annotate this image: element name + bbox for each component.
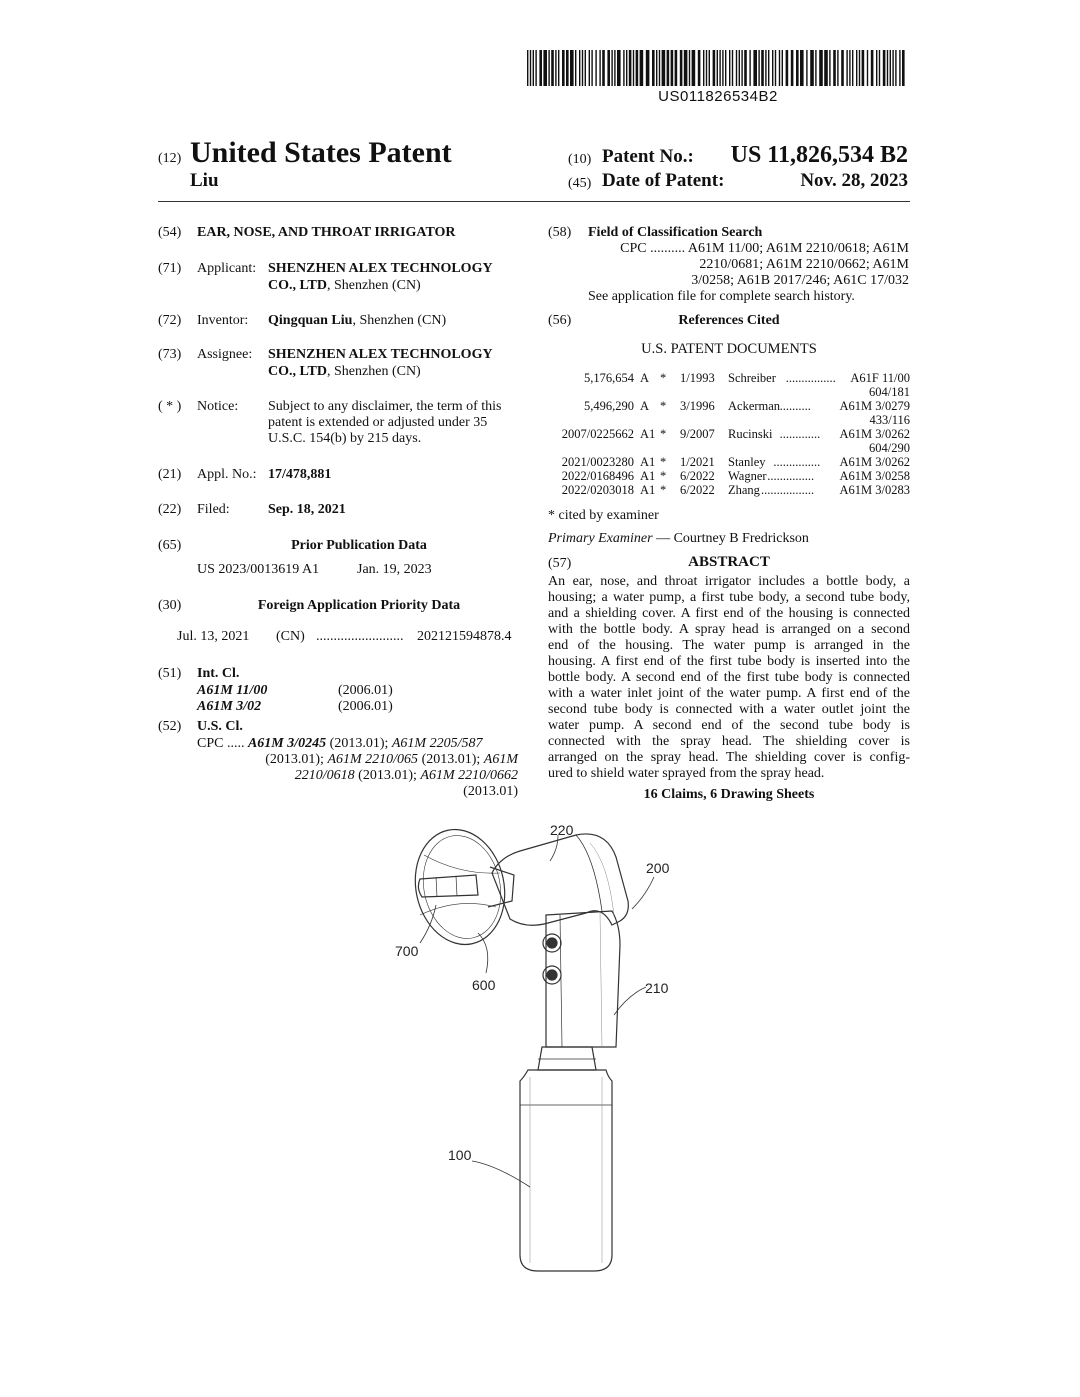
reference-subclass: 604/290 bbox=[869, 441, 910, 455]
barcode-bar bbox=[744, 50, 747, 86]
barcode-bar bbox=[725, 50, 726, 86]
applicant-label: Applicant: bbox=[197, 261, 257, 276]
barcode-bar bbox=[722, 50, 723, 86]
barcode-bar bbox=[833, 50, 836, 86]
barcode-bar bbox=[890, 50, 891, 86]
reference-kind: A1 bbox=[640, 469, 656, 483]
barcode-bar bbox=[575, 50, 576, 86]
barcode-bar bbox=[779, 50, 780, 86]
reference-kind: A1 bbox=[640, 427, 656, 441]
barcode-bar bbox=[729, 50, 730, 86]
label-200: 200 bbox=[646, 860, 670, 876]
document-title: United States Patent bbox=[190, 136, 452, 169]
barcode-bar bbox=[548, 50, 549, 86]
inventor-name: Qingquan Liu bbox=[268, 313, 353, 328]
patent-number: US 11,826,534 B2 bbox=[730, 142, 908, 168]
barcode-bar bbox=[796, 50, 799, 86]
barcode-bar bbox=[582, 50, 583, 86]
reference-dots: ............. bbox=[779, 427, 821, 441]
barcode-bar bbox=[555, 50, 556, 86]
us-cl-line1 bbox=[197, 736, 518, 752]
abstract-code: (57) bbox=[548, 556, 572, 571]
barcode-bar bbox=[558, 50, 559, 86]
housing bbox=[546, 911, 620, 1047]
invention-title: EAR, NOSE, AND THROAT IRRIGATOR bbox=[197, 225, 456, 240]
field-search-code: (58) bbox=[548, 225, 572, 240]
reference-class: A61M 3/0258 bbox=[839, 469, 910, 483]
reference-star: * bbox=[660, 455, 667, 469]
reference-star: * bbox=[660, 469, 667, 483]
barcode-bar bbox=[761, 50, 764, 86]
field-cpc-line1: CPC .......... A61M 11/00; A61M 2210/0618; A61M bbox=[620, 241, 909, 256]
applicant-location: , Shenzhen (CN) bbox=[327, 278, 421, 293]
foreign-priority-dots: ......................... bbox=[316, 629, 404, 644]
label-600: 600 bbox=[472, 977, 496, 993]
barcode-bar bbox=[895, 50, 896, 86]
notice-line3: U.S.C. 154(b) by 215 days. bbox=[268, 431, 422, 446]
field-cpc-line2: 2210/0681; A61M 2210/0662; A61M bbox=[699, 257, 909, 272]
int-cl-2: A61M 3/02 bbox=[197, 699, 262, 714]
cpc-4: 2210/0618 bbox=[294, 768, 355, 783]
reference-class: A61F 11/00 bbox=[850, 371, 910, 385]
inventor-surname: Liu bbox=[190, 170, 219, 191]
barcode-bar bbox=[566, 50, 569, 86]
appl-no-label: Appl. No.: bbox=[197, 467, 257, 482]
barcode-bar bbox=[846, 50, 847, 86]
barcode-bar bbox=[786, 50, 789, 86]
barcode-bar bbox=[837, 50, 838, 86]
reference-date: 9/2007 bbox=[680, 427, 715, 441]
barcode-bar bbox=[706, 50, 707, 86]
reference-date: 6/2022 bbox=[680, 483, 715, 497]
reference-number: 2021/0023280 bbox=[561, 455, 634, 469]
assignee-company: CO., LTD bbox=[268, 364, 328, 379]
barcode-bar bbox=[543, 50, 547, 86]
barcode-bar bbox=[879, 50, 880, 86]
barcode-bar bbox=[899, 50, 900, 86]
assignee-line2 bbox=[268, 364, 421, 380]
field-cpc-line3: 3/0258; A61B 2017/246; A61C 17/032 bbox=[691, 273, 909, 288]
barcode-bar bbox=[862, 50, 865, 86]
foreign-priority-date: Jul. 13, 2021 bbox=[177, 629, 250, 644]
reference-subclass: 433/116 bbox=[869, 413, 910, 427]
header-divider bbox=[158, 201, 910, 202]
reference-dots: ................ bbox=[785, 371, 836, 385]
barcode-bar bbox=[614, 50, 615, 86]
barcode-bar bbox=[758, 50, 759, 86]
barcode-bar bbox=[539, 50, 542, 86]
primary-examiner bbox=[548, 531, 809, 547]
barcode-bar bbox=[772, 50, 773, 86]
barcode-bar bbox=[656, 50, 657, 86]
leader-220 bbox=[550, 835, 558, 861]
barcode-bar bbox=[741, 50, 742, 86]
barcode-bar bbox=[736, 50, 737, 86]
us-cl-line2 bbox=[197, 752, 518, 768]
reference-kind: A1 bbox=[640, 455, 656, 469]
assignee-location: , Shenzhen (CN) bbox=[327, 364, 421, 379]
barcode-bar bbox=[829, 50, 830, 86]
bottle-body bbox=[520, 1070, 612, 1271]
cpc-1-date: (2013.01); bbox=[329, 736, 389, 751]
barcode-bar bbox=[806, 50, 807, 86]
int-cl-1-date: (2006.01) bbox=[338, 683, 393, 698]
barcode-bar bbox=[768, 50, 769, 86]
barcode-bar bbox=[602, 50, 605, 86]
barcode-bar bbox=[800, 50, 804, 86]
barcode-bar bbox=[629, 50, 632, 86]
barcode bbox=[527, 50, 909, 88]
shielding-cover bbox=[405, 821, 515, 953]
foreign-priority-heading: Foreign Application Priority Data bbox=[257, 598, 461, 613]
int-cl-code: (51) bbox=[158, 666, 182, 681]
barcode-bar bbox=[867, 50, 868, 86]
barcode-bar bbox=[883, 50, 886, 86]
barcode-bar bbox=[739, 50, 740, 86]
cpc-label: CPC ..... bbox=[197, 736, 245, 751]
barcode-bar bbox=[902, 50, 905, 86]
barcode-bar bbox=[684, 50, 688, 86]
reference-date: 1/2021 bbox=[680, 455, 715, 469]
barcode-bar bbox=[579, 50, 580, 86]
reference-subclass: 604/181 bbox=[869, 385, 910, 399]
assignee-label: Assignee: bbox=[197, 347, 253, 362]
barcode-bar bbox=[871, 50, 874, 86]
us-docs-heading: U.S. PATENT DOCUMENTS bbox=[641, 341, 817, 357]
reference-row bbox=[548, 427, 910, 441]
barcode-bar bbox=[636, 50, 639, 86]
reference-row bbox=[548, 483, 910, 497]
barcode-bar bbox=[680, 50, 683, 86]
barcode-bar bbox=[533, 50, 534, 86]
barcode-bar bbox=[815, 50, 816, 86]
reference-class: A61M 3/0262 bbox=[839, 427, 910, 441]
abstract-line: second tube body is connected with a water outlet joint the bbox=[548, 702, 910, 717]
barcode-bar bbox=[652, 50, 655, 86]
barcode-bar bbox=[570, 50, 574, 86]
barcode-bar bbox=[591, 50, 592, 86]
barcode-bar bbox=[859, 50, 860, 86]
barcode-bar bbox=[887, 50, 888, 86]
field-search-heading: Field of Classification Search bbox=[588, 225, 763, 240]
lower-button-inner bbox=[547, 970, 557, 980]
cpc-5: A61M 2210/0662 bbox=[420, 768, 518, 783]
barcode-bar bbox=[535, 50, 536, 86]
reference-class: A61M 3/0262 bbox=[839, 455, 910, 469]
assignee-line1: SHENZHEN ALEX TECHNOLOGY bbox=[268, 347, 493, 362]
date-of-patent-code: (45) bbox=[568, 176, 592, 191]
abstract-line: ured to shield water sprayed from the spray head. bbox=[548, 766, 825, 781]
barcode-bar bbox=[819, 50, 823, 86]
barcode-bar bbox=[671, 50, 674, 86]
prior-pub-number: US 2023/0013619 A1 bbox=[197, 562, 320, 577]
inventor-value bbox=[268, 313, 446, 329]
barcode-bar bbox=[623, 50, 624, 86]
barcode-bar bbox=[667, 50, 670, 86]
reference-row bbox=[548, 399, 910, 413]
abstract-line: arranged on the spray head. The shielding cover is config- bbox=[548, 750, 910, 765]
filed-label: Filed: bbox=[197, 502, 230, 517]
date-of-patent: Nov. 28, 2023 bbox=[800, 170, 908, 191]
inventor-label: Inventor: bbox=[197, 313, 249, 328]
barcode-bar bbox=[791, 50, 794, 86]
barcode-bar bbox=[732, 50, 733, 86]
inventor-code: (72) bbox=[158, 313, 182, 328]
leader-100 bbox=[472, 1161, 530, 1187]
prior-pub-date: Jan. 19, 2023 bbox=[357, 562, 432, 577]
reference-dots: ................. bbox=[761, 483, 815, 497]
barcode-bar bbox=[551, 50, 554, 86]
label-700: 700 bbox=[395, 943, 419, 959]
cpc-2: A61M 2205/587 bbox=[391, 736, 483, 751]
reference-row bbox=[548, 455, 910, 469]
abstract-text bbox=[548, 574, 910, 782]
abstract-line: with a water inlet joint of the water pump. A first end of the bbox=[548, 686, 910, 701]
abstract-line: and a shielding cover. A first end of the housing is connected bbox=[548, 606, 910, 621]
barcode-bar bbox=[675, 50, 678, 86]
barcode-bar bbox=[849, 50, 850, 86]
claims-summary: 16 Claims, 6 Drawing Sheets bbox=[643, 787, 815, 802]
abstract-line: water pump. A second end of the second tube body is bbox=[548, 718, 910, 733]
title-code: (54) bbox=[158, 225, 182, 240]
bottle-neck bbox=[538, 1047, 596, 1070]
barcode-bar bbox=[585, 50, 586, 86]
barcode-bar bbox=[810, 50, 814, 86]
prior-pub-heading: Prior Publication Data bbox=[291, 538, 427, 553]
spray-nozzle bbox=[418, 875, 478, 897]
upper-button-inner bbox=[547, 938, 557, 948]
abstract-line: bottle body. A second end of the first tube body is connected bbox=[548, 670, 910, 685]
reference-number: 2007/0225662 bbox=[561, 427, 634, 441]
cpc-3: A61M 2210/065 bbox=[327, 752, 419, 767]
barcode-bar bbox=[607, 50, 610, 86]
filed-code: (22) bbox=[158, 502, 182, 517]
abstract-line: end of the housing. The water pump is arranged in the bbox=[548, 638, 910, 653]
assignee-code: (73) bbox=[158, 347, 182, 362]
barcode-bar bbox=[775, 50, 776, 86]
barcode-bar bbox=[698, 50, 701, 86]
barcode-bar bbox=[617, 50, 621, 86]
foreign-priority-number: 202121594878.4 bbox=[417, 629, 512, 644]
refs-heading: References Cited bbox=[678, 313, 780, 328]
barcode-bar bbox=[717, 50, 718, 86]
barcode-bar bbox=[892, 50, 893, 86]
us-cl-label: U.S. Cl. bbox=[197, 719, 243, 734]
notice-code: ( * ) bbox=[158, 399, 182, 414]
abstract-line: An ear, nose, and throat irrigator includes a bottle body, a bbox=[548, 574, 910, 589]
reference-number: 2022/0168496 bbox=[561, 469, 634, 483]
field-see-note: See application file for complete search history. bbox=[588, 289, 855, 304]
notice-label: Notice: bbox=[197, 399, 239, 414]
leader-600 bbox=[478, 933, 488, 973]
applicant-line2 bbox=[268, 278, 421, 294]
reference-name: Rucinski bbox=[728, 427, 773, 441]
cpc-3-date: (2013.01); bbox=[421, 752, 481, 767]
reference-class: A61M 3/0279 bbox=[839, 399, 910, 413]
barcode-bar bbox=[599, 50, 600, 86]
reference-name: Zhang bbox=[728, 483, 760, 497]
cpc-2-date: (2013.01); bbox=[265, 752, 324, 767]
barcode-bar bbox=[719, 50, 720, 86]
barcode-bar bbox=[595, 50, 596, 86]
barcode-bar bbox=[662, 50, 666, 86]
examiner-name: — Courtney B Fredrickson bbox=[656, 531, 809, 546]
reference-row bbox=[548, 469, 910, 483]
reference-star: * bbox=[660, 427, 667, 441]
cpc-1: A61M 3/0245 bbox=[247, 736, 327, 751]
notice-line2: patent is extended or adjusted under 35 bbox=[268, 415, 488, 430]
barcode-bar bbox=[876, 50, 877, 86]
barcode-bar bbox=[713, 50, 716, 86]
barcode-bar bbox=[640, 50, 644, 86]
cited-by-examiner: * cited by examiner bbox=[548, 508, 659, 523]
int-cl-2-date: (2006.01) bbox=[338, 699, 393, 714]
reference-star: * bbox=[660, 371, 667, 385]
barcode-bar bbox=[692, 50, 696, 86]
barcode-bar bbox=[856, 50, 857, 86]
reference-number: 5,176,654 bbox=[584, 371, 634, 385]
int-cl-1: A61M 11/00 bbox=[197, 683, 268, 698]
barcode-bar bbox=[841, 50, 844, 86]
barcode-bar bbox=[709, 50, 710, 86]
reference-dots: .......... bbox=[779, 399, 811, 413]
barcode-bar bbox=[689, 50, 690, 86]
appl-no: 17/478,881 bbox=[268, 467, 332, 482]
reference-name: Wagner bbox=[728, 469, 767, 483]
barcode-bar bbox=[749, 50, 750, 86]
int-cl-label: Int. Cl. bbox=[197, 666, 240, 681]
barcode-bar bbox=[852, 50, 853, 86]
us-cl-line3 bbox=[197, 768, 518, 784]
reference-number: 2022/0203018 bbox=[561, 483, 634, 497]
prior-pub-code: (65) bbox=[158, 538, 182, 553]
foreign-priority-country: (CN) bbox=[276, 629, 305, 644]
us-cl-line4: (2013.01) bbox=[463, 784, 518, 799]
reference-kind: A bbox=[640, 399, 650, 413]
barcode-bar bbox=[626, 50, 627, 86]
cpc-3b: A61M bbox=[483, 752, 518, 767]
reference-dots: ............... bbox=[767, 469, 815, 483]
barcode-bar bbox=[765, 50, 766, 86]
reference-star: * bbox=[660, 399, 667, 413]
barcode-bar bbox=[782, 50, 783, 86]
appl-no-code: (21) bbox=[158, 467, 182, 482]
notice-line1: Subject to any disclaimer, the term of this bbox=[268, 399, 502, 414]
reference-date: 1/1993 bbox=[680, 371, 715, 385]
barcode-bar bbox=[633, 50, 634, 86]
abstract-line: with the bottle body. A spray head is arranged on a second bbox=[548, 622, 910, 637]
barcode-bar bbox=[611, 50, 612, 86]
reference-star: * bbox=[660, 483, 667, 497]
applicant-company: CO., LTD bbox=[268, 278, 328, 293]
barcode-bar bbox=[527, 50, 528, 86]
front-page-drawing bbox=[380, 815, 710, 1285]
reference-name: Schreiber bbox=[728, 371, 776, 385]
document-type-code: (12) bbox=[158, 151, 182, 166]
barcode-number: US011826534B2 bbox=[658, 88, 778, 105]
reference-kind: A1 bbox=[640, 483, 656, 497]
barcode-bar bbox=[824, 50, 828, 86]
examiner-label: Primary Examiner bbox=[548, 531, 653, 546]
reference-date: 3/1996 bbox=[680, 399, 715, 413]
barcode-bar bbox=[703, 50, 704, 86]
patent-number-label: Patent No.: bbox=[602, 146, 694, 167]
date-of-patent-label: Date of Patent: bbox=[602, 170, 725, 191]
reference-name: Ackerman bbox=[728, 399, 781, 413]
leader-200 bbox=[632, 877, 654, 909]
abstract-line: connected with the spray head. The shielding cover is bbox=[548, 734, 910, 749]
reference-row bbox=[548, 371, 910, 385]
abstract-line: housing. A first end of the first tube body is inserted into the bbox=[548, 654, 910, 669]
abstract-heading: ABSTRACT bbox=[688, 554, 770, 570]
applicant-code: (71) bbox=[158, 261, 182, 276]
cpc-4-date: (2013.01); bbox=[358, 768, 417, 783]
patent-number-code: (10) bbox=[568, 152, 592, 167]
refs-code: (56) bbox=[548, 313, 572, 328]
label-210: 210 bbox=[645, 980, 669, 996]
reference-dots: ............... bbox=[773, 455, 821, 469]
barcode-bar bbox=[753, 50, 757, 86]
barcode-bar bbox=[659, 50, 660, 86]
abstract-line: housing; a water pump, a first tube body, a second tube body, bbox=[548, 590, 910, 605]
label-100: 100 bbox=[448, 1147, 472, 1163]
barcode-bar bbox=[646, 50, 650, 86]
applicant-line1: SHENZHEN ALEX TECHNOLOGY bbox=[268, 261, 493, 276]
reference-kind: A bbox=[640, 371, 650, 385]
reference-number: 5,496,290 bbox=[584, 399, 634, 413]
inventor-location: , Shenzhen (CN) bbox=[352, 313, 447, 328]
barcode-bar bbox=[589, 50, 590, 86]
leader-700 bbox=[420, 905, 436, 943]
barcode-bar bbox=[530, 50, 531, 86]
leader-210 bbox=[614, 987, 646, 1015]
label-220: 220 bbox=[550, 822, 574, 838]
us-cl-code: (52) bbox=[158, 719, 182, 734]
reference-class: A61M 3/0283 bbox=[839, 483, 910, 497]
foreign-priority-code: (30) bbox=[158, 598, 182, 613]
barcode-bar bbox=[562, 50, 565, 86]
reference-name: Stanley bbox=[728, 455, 766, 469]
reference-date: 6/2022 bbox=[680, 469, 715, 483]
filed-date: Sep. 18, 2021 bbox=[268, 502, 346, 517]
